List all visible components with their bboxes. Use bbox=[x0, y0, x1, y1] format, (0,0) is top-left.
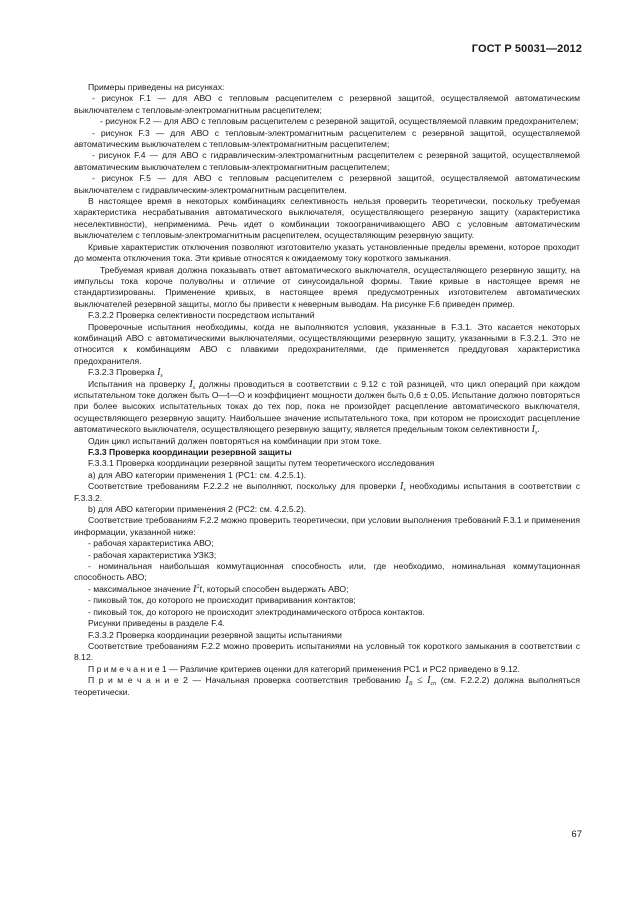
paragraph: Требуемая кривая должна показывать ответ автоматического выключателя, осуществляющего резервную защиту, на импульсы тока короче полуволны и отличие от синусоидальной формы. Такие кривые в настоящее время не стандартизированы. Применение кривых, в настоящее время предусмотренных изготовителем автоматических выключателей резервной защиты, могло бы привести к неверным выводам. На рисунке F.6 приведен пример. bbox=[74, 264, 580, 309]
paragraph: Соответствие требованиям F.2.2 можно проверить испытаниями на условный ток короткого замыкания в соответствии с 8.12. bbox=[74, 640, 580, 663]
list-item: - рисунок F.3 — для АВО с тепловым-электромагнитным расцепителем с резервной защитой, осуществляемой автоматическим выключателем с тепловым-электромагнитным расцепителем; bbox=[74, 127, 580, 150]
list-item: - максимальное значение $I^2t$, который способен выдержать АВО; bbox=[88, 583, 349, 595]
paragraph: Проверочные испытания необходимы, когда не выполняются условия, указанные в F.3.1. Это касается некоторых комбинаций АВО с автоматическими выключателями, осуществляющими резервную защиту, указанными в F.3.2.1. Это не относится к комбинациям АВО с плавкими предохранителями, где применяется преддуговая характеристика предохранителя. bbox=[74, 321, 580, 366]
paragraph: Один цикл испытаний должен повторяться на комбинации при этом токе. bbox=[88, 435, 382, 446]
section-heading: F.3.2.3 Проверка $I_s$ bbox=[88, 367, 163, 380]
list-item: - номинальная наибольшая коммутационная способность или, где необходимо, номинальная коммутационная способность АВО; bbox=[74, 561, 580, 583]
math-symbol: $I_s$ bbox=[400, 481, 406, 494]
math-symbol: $I_s$ bbox=[157, 367, 163, 380]
paragraph: В настоящее время в некоторых комбинациях селективность нельзя проверить теоретически, поскольку требуемая характеристика несрабатывания автоматического выключателя, осуществляющего резервную защиту (характеристика неселективности), неприменима. Речь идет о комбинации токоограничивающего АВО с условным автоматическим выключателем с тепловым-электромагнитным расцепителем, осуществляющим резервную защиту. bbox=[74, 196, 580, 241]
math-symbol: $I^2t$ bbox=[193, 583, 203, 595]
paragraph: а) для АВО категории применения 1 (PC1: см. 4.2.5.1). bbox=[88, 469, 307, 480]
paragraph: b) для АВО категории применения 2 (PC2: см. 4.2.5.2). bbox=[88, 504, 307, 515]
standard-header: ГОСТ Р 50031—2012 bbox=[471, 43, 582, 55]
math-symbol: $I_s$ bbox=[531, 424, 538, 437]
list-item: - пиковый ток, до которого не происходит электродинамического отброса контактов. bbox=[88, 606, 425, 617]
math-symbol: $I_s$ bbox=[189, 378, 196, 391]
page-number: 67 bbox=[571, 829, 582, 840]
note: П р и м е ч а н и е 2 — Начальная проверка соответствия требованию $I_B \le I_{cn}$ (см. F.2.2.2) должна выполняться теоретически. bbox=[74, 675, 581, 697]
list-item: - рабочая характеристика УЗКЗ; bbox=[88, 549, 217, 560]
paragraph: Кривые характеристик отключения позволяют изготовителю указать установленные пределы времени, которое проходит до момента отключения тока. Эти кривые относятся к ожидаемому току короткого замыкания. bbox=[74, 241, 580, 264]
paragraph: Соответствие требованиям F.2.2 можно проверить теоретически, при условии выполнения требований F.3.1 и применения информации, указанной ниже: bbox=[74, 515, 580, 537]
section-heading: F.3.3.2 Проверка координации резервной защиты испытаниями bbox=[88, 629, 342, 640]
section-heading: F.3.2.2 Проверка селективности посредством испытаний bbox=[88, 310, 315, 321]
paragraph: Примеры приведены на рисунках: bbox=[88, 82, 225, 92]
paragraph: Соответствие требованиям F.2.2.2 не выполняют, поскольку для проверки $I_s$ необходимы испытания в соответствии с F.3.3.2. bbox=[74, 481, 580, 503]
list-item: - рабочая характеристика АВО; bbox=[88, 538, 214, 549]
list-item: - рисунок F.2 — для АВО с тепловым расцепителем с резервной защитой, осуществляемой плавким предохранителем; bbox=[100, 116, 579, 127]
note: П р и м е ч а н и е 1 — Различие критериев оценки для категорий применения PC1 и PC2 приведено в 9.12. bbox=[88, 663, 520, 674]
list-item: - рисунок F.4 — для АВО с гидравлическим-электромагнитным расцепителем с резервной защитой, осуществляемой автоматическим выключателем с тепловым-электромагнитным расцепителем; bbox=[74, 150, 580, 172]
math-symbol: $I_B \le I_{cn}$ bbox=[405, 675, 437, 688]
document-body bbox=[74, 82, 580, 698]
section-heading: F.3.3.1 Проверка координации резервной защиты путем теоретического исследования bbox=[88, 458, 435, 469]
paragraph: Рисунки приведены в разделе F.4. bbox=[88, 618, 225, 629]
section-heading: F.3.3 Проверка координации резервной защиты bbox=[88, 447, 292, 457]
paragraph: Испытания на проверку $I_s$ должны проводиться в соответствии с 9.12 с той разницей, что цикл операций при каждом испытательном токе должен быть O—t—O и коэффициент мощности должен быть 0,6 ± 0,05. Испытание должно повторяться при более высоких испытательных токах до тех пор, пока не произойдет расцепление автоматического выключателя, осуществляющего резервную защиту. Наибольшее значение испытательного тока, при котором не происходит расцепление автоматического выключателя, осуществляющего резервную защиту, является предельным током селективности $I_s$. bbox=[74, 378, 580, 437]
list-item: - рисунок F.1 — для АВО с тепловым расцепителем с резервной защитой, осуществляемой автоматическим выключателем с тепловым-электромагнитным расцепителем; bbox=[74, 93, 580, 115]
list-item: - рисунок F.5 — для АВО с тепловым расцепителем с резервной защитой, осуществляемой автоматическим выключателем с гидравлическим-электромагнитным расцепителем. bbox=[74, 173, 580, 195]
list-item: - пиковый ток, до которого не происходит приваривания контактов; bbox=[88, 595, 356, 606]
